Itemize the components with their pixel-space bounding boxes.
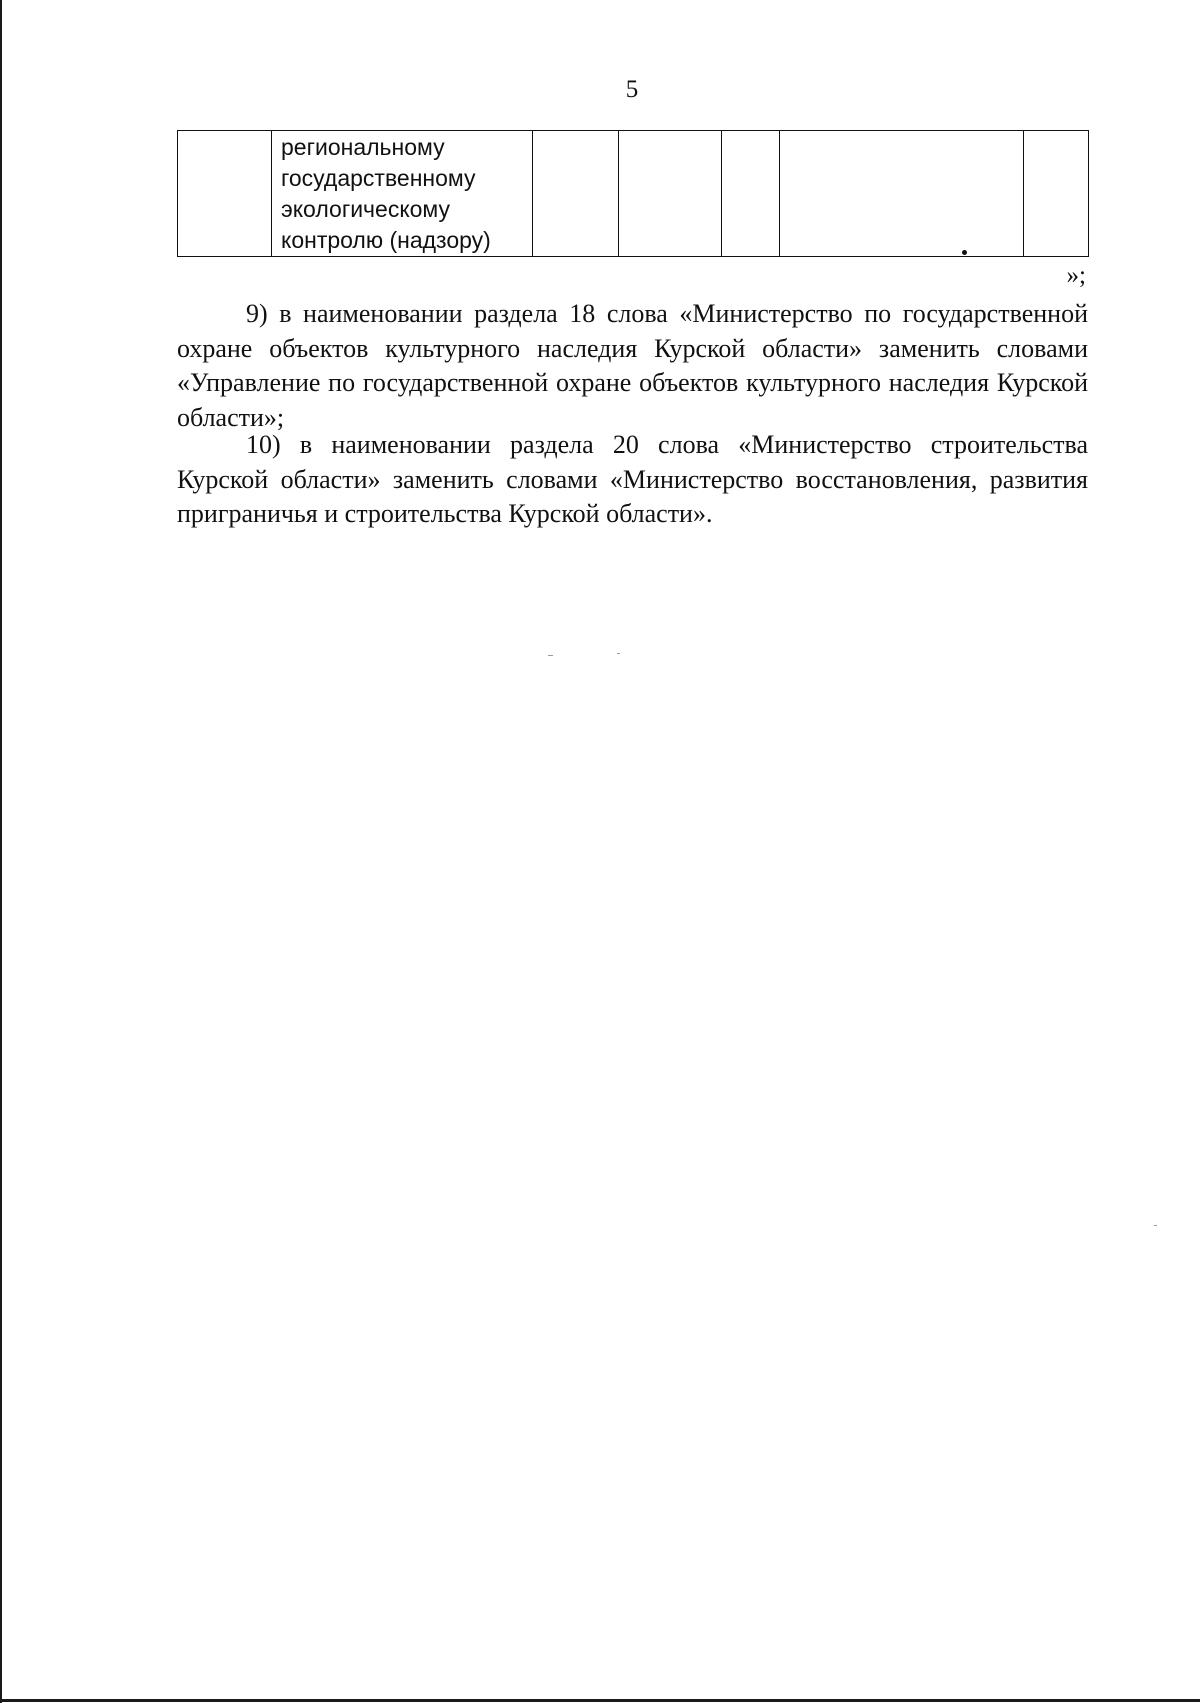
table-cell-authority [272, 131, 533, 257]
table-cell-text [272, 131, 532, 256]
table-row [178, 131, 1089, 257]
table-cell-line: государственному [281, 165, 476, 191]
table-cell-line: региональному [281, 134, 445, 160]
paragraph-item-9: 9) в наименовании раздела 18 слова «Министерство по государственной охране объектов культурного наследия Курской области» заменить словами «Управление по государственной охране объектов культурного наследия Курской области»; [177, 299, 1088, 432]
paragraph-item-10: 10) в наименовании раздела 20 слова «Министерство строительства Курской области» заменить словами «Министерство восстановления, развития приграничья и строительства Курской области». [177, 430, 1088, 528]
continued-table [177, 130, 1089, 257]
table-cell-empty [722, 131, 780, 257]
scan-speck [617, 653, 620, 654]
page-number: 5 [625, 76, 639, 103]
dot-mark [962, 250, 967, 255]
table-cell-line: контролю (надзору) [281, 227, 491, 253]
scan-edge-left [0, 0, 2, 1703]
closing-quote: »; [1066, 262, 1086, 289]
table-cell-empty [178, 131, 272, 257]
table-cell-empty [1024, 131, 1089, 257]
scan-edge-bottom [0, 1699, 1200, 1702]
table-cell-line: экологическому [281, 196, 451, 222]
table-cell-empty [619, 131, 722, 257]
scan-speck [1154, 1225, 1157, 1226]
scan-speck [548, 655, 553, 656]
table-cell-empty [533, 131, 619, 257]
table-cell-empty [780, 131, 1024, 257]
